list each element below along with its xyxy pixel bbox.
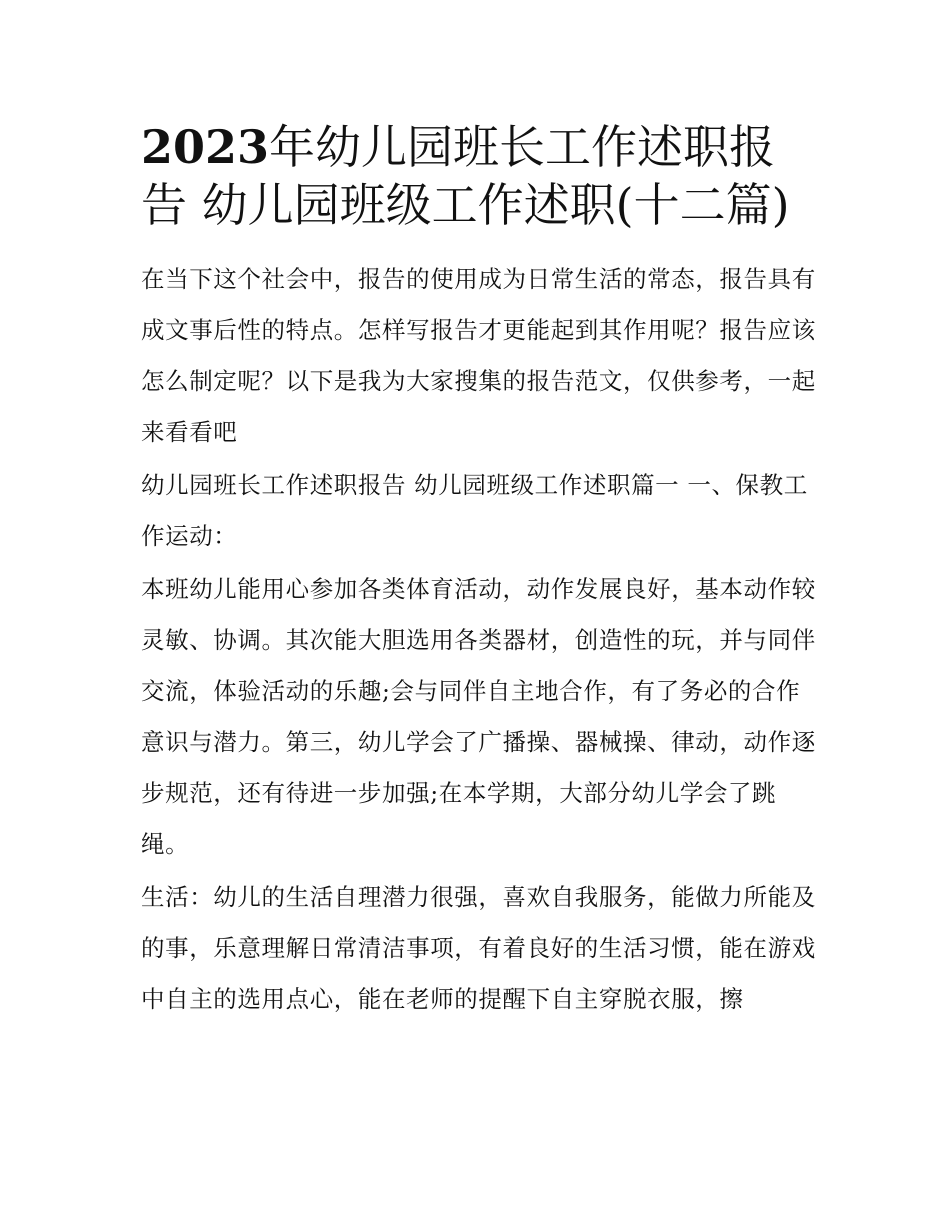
document-title-year: 2023 [141, 120, 270, 174]
paragraph-sports: 本班幼儿能用心参加各类体育活动，动作发展良好，基本动作较灵敏、协调。其次能大胆选用各类器材，创造性的玩，并与同伴交流，体验活动的乐趣;会与同伴自主地合作，有了务必的合作意识与潜力。第三，幼儿学会了广播操、器械操、律动，动作逐步规范，还有待进一步加强;在本学期，大部分幼儿学会了跳绳。 [141, 575, 816, 858]
document-title-text: 年幼儿园班长工作述职报告 幼儿园班级工作述职(十二篇) [141, 120, 790, 232]
document-title [141, 118, 817, 234]
paragraph-section-heading: 幼儿园班长工作述职报告 幼儿园班级工作述职篇一 一、保教工作运动： [141, 471, 808, 550]
paragraph-life: 生活：幼儿的生活自理潜力很强，喜欢自我服务，能做力所能及的事，乐意理解日常清洁事项，有着良好的生活习惯，能在游戏中自主的选用点心，能在老师的提醒下自主穿脱衣服，擦 [141, 883, 816, 1013]
document-page [141, 118, 817, 1027]
paragraph-intro: 在当下这个社会中，报告的使用成为日常生活的常态，报告具有成文事后性的特点。怎样写报告才更能起到其作用呢？报告应该怎么制定呢？以下是我为大家搜集的报告范文，仅供参考，一起来看看吧 [141, 265, 816, 446]
